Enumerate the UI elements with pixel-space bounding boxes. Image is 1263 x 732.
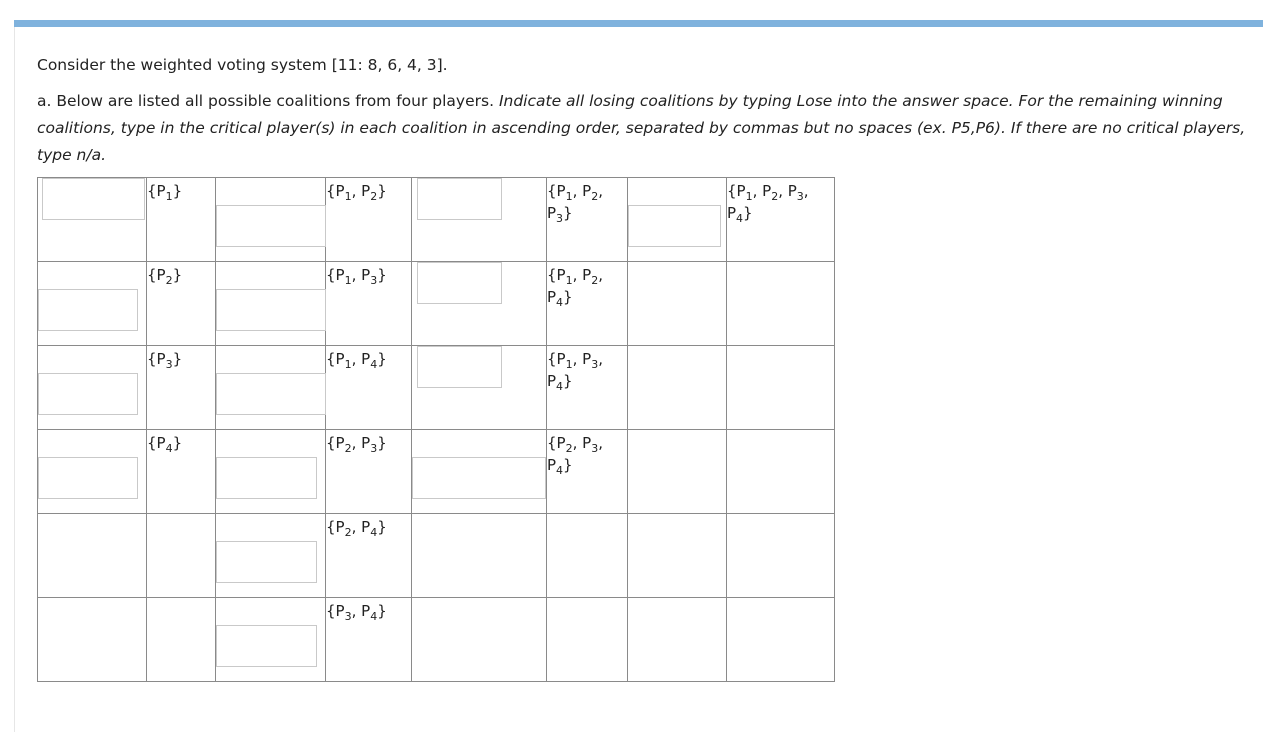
grid-row [38,514,835,598]
answer-input-p2-p3-p4[interactable] [412,457,546,499]
question-text [37,88,1263,169]
answer-input-p2[interactable] [38,289,138,331]
coalition-p1-p2-p4: {$P_1$, $P_2$, $P_4$} [547,266,603,309]
grid-row [38,598,835,682]
answer-input-p3-p4[interactable] [216,625,317,667]
question-content [37,52,1263,623]
coalition-p2-p3: {$P_2$, $P_3$} [326,434,387,455]
coalition-p2: $\{P_2\}$ [147,266,183,287]
grid-row [38,262,835,346]
coalition-p1-p4: {$P_1$, $P_4$} [326,350,387,371]
answer-input-p2-p4[interactable] [216,541,317,583]
grid-row [38,178,835,262]
question-lead: a. Below are listed all possible coalitions from four players. [37,92,495,110]
grid-row [38,346,835,430]
answer-input-p1-p4[interactable] [216,373,326,415]
question-instructions: Indicate all losing coalitions by typing Lose into the answer space. For the remaining winning coalitions, type in the critical player(s) in each coalition in ascending order, separated by commas but no spaces (ex. P5,P6). If there are no critical players, type n/a. [37,92,1246,164]
coalition-p1-p3-p4: {$P_1$, $P_3$, $P_4$} [547,350,603,393]
answer-input-p2-p3[interactable] [216,457,317,499]
coalition-grid [37,177,835,682]
answer-input-p4[interactable] [38,457,138,499]
coalition-p1-p3: {$P_1$, $P_3$} [326,266,387,287]
coalition-p1-p2: {$P_1$, $P_2$} [326,182,387,203]
answer-input-p1-p2-p4[interactable] [417,262,502,304]
top-accent-bar [14,20,1263,27]
coalition-p1: $\{P_1\}$ [147,182,183,203]
coalition-p2-p4: {$P_2$, $P_4$} [326,518,387,539]
answer-input-p1-p2[interactable] [216,205,326,247]
coalition-p4: $\{P_4\}$ [147,434,183,455]
coalition-p3: $\{P_3\}$ [147,350,183,371]
coalition-p1-p2-p3-p4: {$P_1$, $P_2$, $P_3$, $P_4$} [727,182,809,225]
answer-input-p1-p2-p3-p4[interactable] [628,205,721,247]
intro-text: Consider the weighted voting system [11: 8, 6, 4, 3]. [37,56,448,74]
answer-input-p3[interactable] [38,373,138,415]
answer-input-p1-p2-p3[interactable] [417,178,502,220]
answer-input-p1[interactable] [42,178,145,220]
coalition-p3-p4: {$P_3$, $P_4$} [326,602,387,623]
grid-row [38,430,835,514]
answer-input-p1-p3-p4[interactable] [417,346,502,388]
coalition-p1-p2-p3: {$P_1$, $P_2$, $P_3$} [547,182,603,225]
coalition-p2-p3-p4: {$P_2$, $P_3$, $P_4$} [547,434,603,477]
answer-input-p1-p3[interactable] [216,289,326,331]
